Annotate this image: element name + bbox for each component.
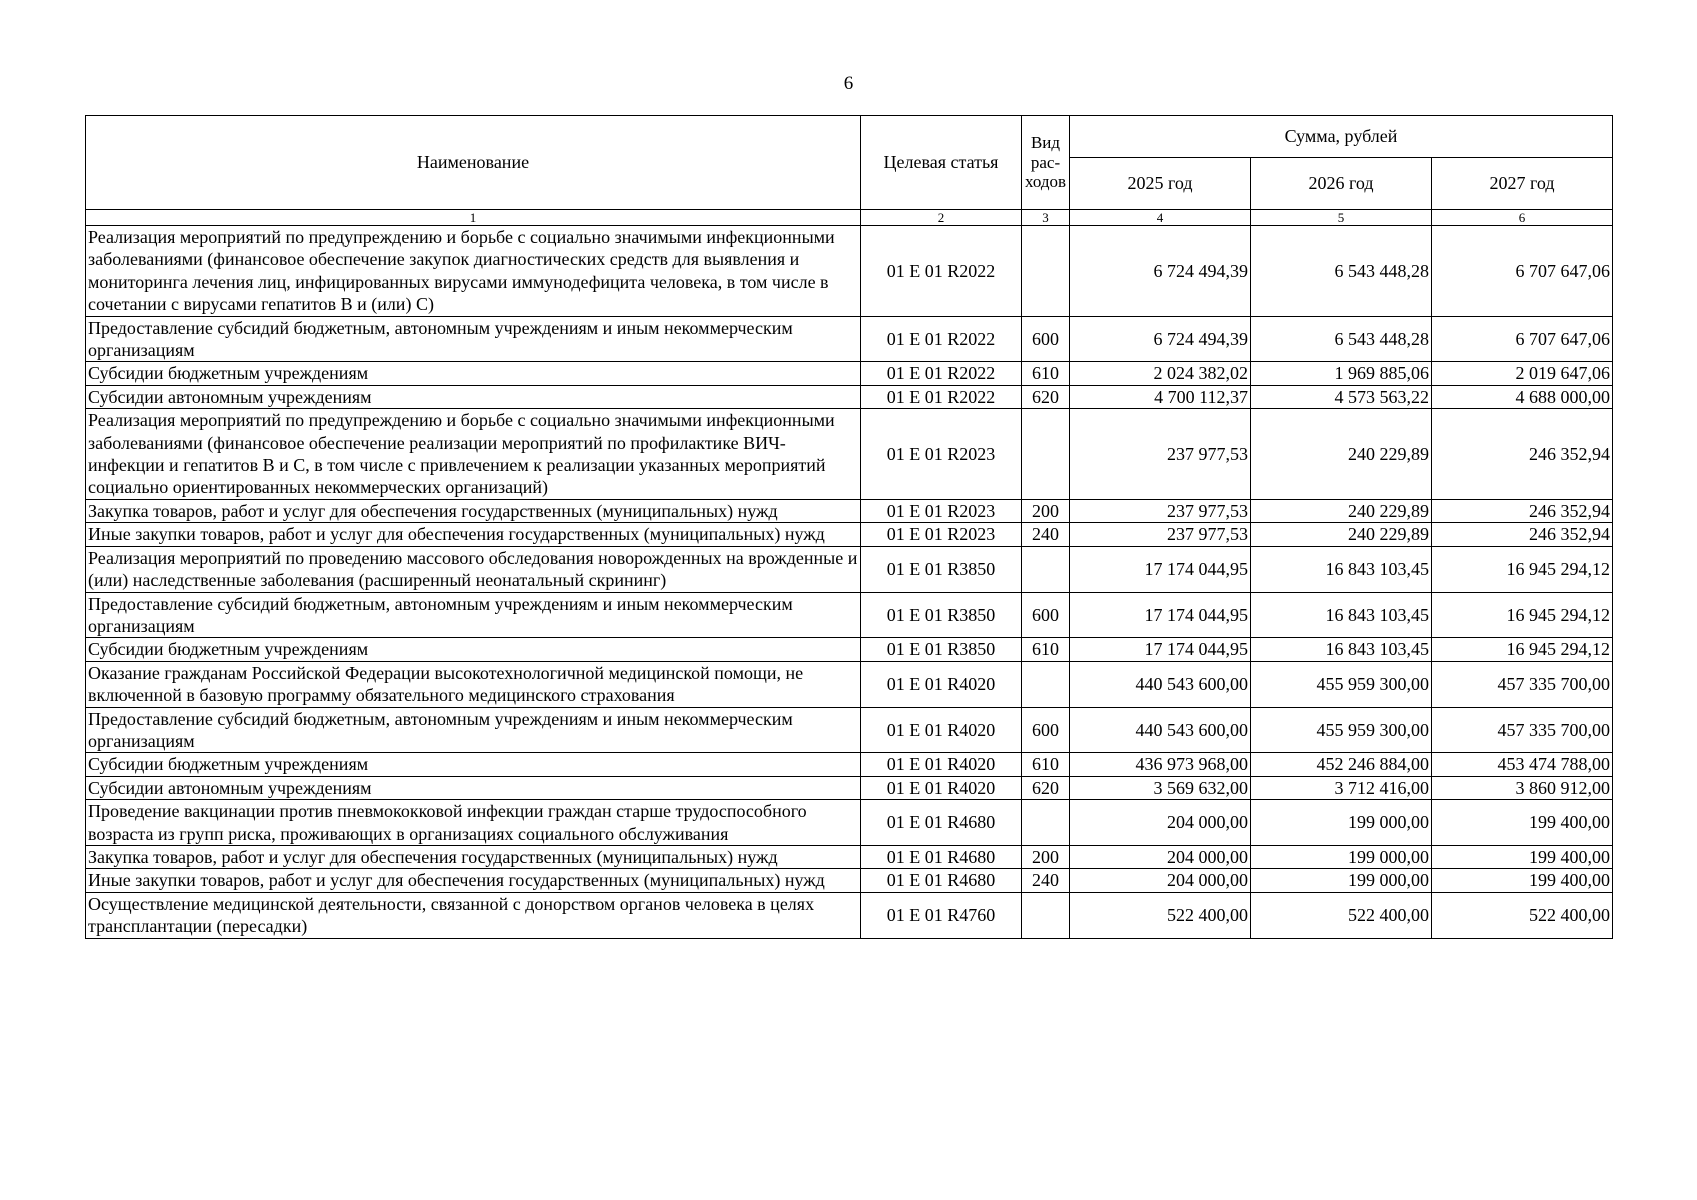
page-number: 6 <box>843 73 854 94</box>
row-amount-2026: 199 000,00 <box>1251 800 1432 846</box>
row-name: Реализация мероприятий по проведению массового обследования новорожденных на врожденные и (или) наследственные заболевания (расширенный неонатальный скрининг) <box>86 546 861 592</box>
column-number: 4 <box>1070 210 1251 226</box>
row-amount-2027: 199 400,00 <box>1432 800 1613 846</box>
row-amount-2025: 440 543 600,00 <box>1070 707 1251 753</box>
row-target-code: 01 Е 01 R2022 <box>861 362 1022 385</box>
row-amount-2025: 6 724 494,39 <box>1070 316 1251 362</box>
row-amount-2026: 455 959 300,00 <box>1251 661 1432 707</box>
row-target-code: 01 Е 01 R2023 <box>861 409 1022 500</box>
row-amount-2025: 17 174 044,95 <box>1070 638 1251 661</box>
header-code: Целевая статья <box>861 116 1022 210</box>
row-amount-2026: 16 843 103,45 <box>1251 546 1432 592</box>
row-amount-2026: 452 246 884,00 <box>1251 753 1432 776</box>
row-target-code: 01 Е 01 R3850 <box>861 592 1022 638</box>
row-amount-2025: 2 024 382,02 <box>1070 362 1251 385</box>
row-amount-2027: 16 945 294,12 <box>1432 638 1613 661</box>
row-expense-type: 240 <box>1022 523 1070 546</box>
row-target-code: 01 Е 01 R2022 <box>861 226 1022 317</box>
row-name: Субсидии бюджетным учреждениям <box>86 753 861 776</box>
table-row <box>86 776 1613 799</box>
row-expense-type: 620 <box>1022 385 1070 408</box>
row-target-code: 01 Е 01 R2022 <box>861 316 1022 362</box>
row-name: Субсидии автономным учреждениям <box>86 385 861 408</box>
table-row <box>86 869 1613 892</box>
row-amount-2027: 246 352,94 <box>1432 409 1613 500</box>
row-amount-2026: 4 573 563,22 <box>1251 385 1432 408</box>
row-expense-type: 620 <box>1022 776 1070 799</box>
row-amount-2027: 4 688 000,00 <box>1432 385 1613 408</box>
row-name: Закупка товаров, работ и услуг для обеспечения государственных (муниципальных) нужд <box>86 499 861 522</box>
table-row <box>86 661 1613 707</box>
row-amount-2025: 237 977,53 <box>1070 523 1251 546</box>
row-expense-type: 610 <box>1022 362 1070 385</box>
row-amount-2027: 199 400,00 <box>1432 845 1613 868</box>
table-row <box>86 316 1613 362</box>
table-row <box>86 707 1613 753</box>
row-target-code: 01 Е 01 R4760 <box>861 892 1022 938</box>
row-amount-2026: 199 000,00 <box>1251 869 1432 892</box>
row-target-code: 01 Е 01 R4680 <box>861 845 1022 868</box>
row-target-code: 01 Е 01 R4020 <box>861 661 1022 707</box>
row-amount-2027: 453 474 788,00 <box>1432 753 1613 776</box>
column-number: 2 <box>861 210 1022 226</box>
row-name: Реализация мероприятий по предупреждению и борьбе с социально значимыми инфекционными заболеваниями (финансовое обеспечение закупок диагностических средств для выявления и мониторинга лечения лиц, инфицированных вирусами иммунодефицита человека, в том числе в сочетании с вирусами гепатитов В и (или) С) <box>86 226 861 317</box>
row-amount-2027: 16 945 294,12 <box>1432 592 1613 638</box>
row-expense-type <box>1022 226 1070 317</box>
row-name: Проведение вакцинации против пневмококковой инфекции граждан старше трудоспособного возраста из групп риска, проживающих в организациях социального обслуживания <box>86 800 861 846</box>
column-number: 1 <box>86 210 861 226</box>
table-row <box>86 499 1613 522</box>
column-numbers-row <box>86 210 1613 226</box>
row-amount-2026: 455 959 300,00 <box>1251 707 1432 753</box>
table-row <box>86 226 1613 317</box>
row-amount-2025: 17 174 044,95 <box>1070 592 1251 638</box>
row-expense-type: 600 <box>1022 316 1070 362</box>
row-name: Предоставление субсидий бюджетным, автономным учреждениям и иным некоммерческим организациям <box>86 707 861 753</box>
row-amount-2027: 246 352,94 <box>1432 499 1613 522</box>
row-expense-type <box>1022 800 1070 846</box>
row-expense-type: 240 <box>1022 869 1070 892</box>
row-amount-2027: 3 860 912,00 <box>1432 776 1613 799</box>
row-expense-type: 610 <box>1022 753 1070 776</box>
row-amount-2025: 4 700 112,37 <box>1070 385 1251 408</box>
row-expense-type <box>1022 409 1070 500</box>
row-name: Реализация мероприятий по предупреждению и борьбе с социально значимыми инфекционными заболеваниями (финансовое обеспечение реализации мероприятий по профилактике ВИЧ-инфекции и гепатитов В и С, в том числе с привлечением к реализации указанных мероприятий социально ориентированных некоммерческих организаций) <box>86 409 861 500</box>
row-name: Закупка товаров, работ и услуг для обеспечения государственных (муниципальных) нужд <box>86 845 861 868</box>
row-amount-2027: 246 352,94 <box>1432 523 1613 546</box>
row-name: Предоставление субсидий бюджетным, автономным учреждениям и иным некоммерческим организациям <box>86 592 861 638</box>
row-name: Субсидии бюджетным учреждениям <box>86 362 861 385</box>
row-amount-2025: 6 724 494,39 <box>1070 226 1251 317</box>
row-amount-2025: 440 543 600,00 <box>1070 661 1251 707</box>
table-row <box>86 592 1613 638</box>
row-amount-2026: 6 543 448,28 <box>1251 316 1432 362</box>
row-amount-2025: 3 569 632,00 <box>1070 776 1251 799</box>
table-row <box>86 845 1613 868</box>
row-amount-2027: 457 335 700,00 <box>1432 661 1613 707</box>
row-amount-2026: 1 969 885,06 <box>1251 362 1432 385</box>
header-year-2026: 2026 год <box>1251 158 1432 210</box>
table-row <box>86 409 1613 500</box>
row-amount-2026: 240 229,89 <box>1251 409 1432 500</box>
column-number: 3 <box>1022 210 1070 226</box>
table-row <box>86 800 1613 846</box>
row-expense-type: 600 <box>1022 707 1070 753</box>
row-amount-2027: 522 400,00 <box>1432 892 1613 938</box>
row-expense-type: 600 <box>1022 592 1070 638</box>
row-target-code: 01 Е 01 R4020 <box>861 753 1022 776</box>
row-expense-type <box>1022 546 1070 592</box>
row-target-code: 01 Е 01 R4020 <box>861 707 1022 753</box>
header-kind: Вид рас-ходов <box>1022 116 1070 210</box>
table-row <box>86 638 1613 661</box>
row-target-code: 01 Е 01 R2023 <box>861 499 1022 522</box>
row-target-code: 01 Е 01 R4020 <box>861 776 1022 799</box>
row-amount-2025: 204 000,00 <box>1070 800 1251 846</box>
row-name: Субсидии бюджетным учреждениям <box>86 638 861 661</box>
row-amount-2025: 17 174 044,95 <box>1070 546 1251 592</box>
row-amount-2027: 6 707 647,06 <box>1432 226 1613 317</box>
row-name: Предоставление субсидий бюджетным, автономным учреждениям и иным некоммерческим организациям <box>86 316 861 362</box>
row-target-code: 01 Е 01 R2023 <box>861 523 1022 546</box>
row-amount-2026: 199 000,00 <box>1251 845 1432 868</box>
row-expense-type <box>1022 892 1070 938</box>
header-sum: Сумма, рублей <box>1070 116 1613 158</box>
row-target-code: 01 Е 01 R4680 <box>861 800 1022 846</box>
row-amount-2026: 16 843 103,45 <box>1251 638 1432 661</box>
row-name: Субсидии автономным учреждениям <box>86 776 861 799</box>
row-amount-2025: 204 000,00 <box>1070 869 1251 892</box>
table-row <box>86 892 1613 938</box>
row-amount-2027: 457 335 700,00 <box>1432 707 1613 753</box>
row-amount-2027: 6 707 647,06 <box>1432 316 1613 362</box>
row-amount-2025: 237 977,53 <box>1070 409 1251 500</box>
row-amount-2026: 522 400,00 <box>1251 892 1432 938</box>
row-amount-2026: 16 843 103,45 <box>1251 592 1432 638</box>
row-amount-2026: 6 543 448,28 <box>1251 226 1432 317</box>
row-expense-type: 610 <box>1022 638 1070 661</box>
row-target-code: 01 Е 01 R3850 <box>861 638 1022 661</box>
row-expense-type: 200 <box>1022 499 1070 522</box>
row-amount-2027: 199 400,00 <box>1432 869 1613 892</box>
column-number: 5 <box>1251 210 1432 226</box>
row-amount-2025: 522 400,00 <box>1070 892 1251 938</box>
row-name: Осуществление медицинской деятельности, связанной с донорством органов человека в целях трансплантации (пересадки) <box>86 892 861 938</box>
row-amount-2027: 16 945 294,12 <box>1432 546 1613 592</box>
table-row <box>86 753 1613 776</box>
row-amount-2027: 2 019 647,06 <box>1432 362 1613 385</box>
row-target-code: 01 Е 01 R3850 <box>861 546 1022 592</box>
table-row <box>86 385 1613 408</box>
row-name: Иные закупки товаров, работ и услуг для обеспечения государственных (муниципальных) нужд <box>86 523 861 546</box>
table-row <box>86 546 1613 592</box>
table-row <box>86 523 1613 546</box>
header-name: Наименование <box>86 116 861 210</box>
table-row <box>86 362 1613 385</box>
row-target-code: 01 Е 01 R4680 <box>861 869 1022 892</box>
row-expense-type <box>1022 661 1070 707</box>
row-amount-2026: 240 229,89 <box>1251 499 1432 522</box>
budget-table <box>85 115 1613 939</box>
row-amount-2025: 436 973 968,00 <box>1070 753 1251 776</box>
row-amount-2026: 240 229,89 <box>1251 523 1432 546</box>
table-body <box>86 226 1613 939</box>
row-expense-type: 200 <box>1022 845 1070 868</box>
row-name: Иные закупки товаров, работ и услуг для обеспечения государственных (муниципальных) нужд <box>86 869 861 892</box>
row-amount-2026: 3 712 416,00 <box>1251 776 1432 799</box>
row-amount-2025: 237 977,53 <box>1070 499 1251 522</box>
header-year-2027: 2027 год <box>1432 158 1613 210</box>
header-year-2025: 2025 год <box>1070 158 1251 210</box>
row-target-code: 01 Е 01 R2022 <box>861 385 1022 408</box>
row-amount-2025: 204 000,00 <box>1070 845 1251 868</box>
row-name: Оказание гражданам Российской Федерации высокотехнологичной медицинской помощи, не включенной в базовую программу обязательного медицинского страхования <box>86 661 861 707</box>
column-number: 6 <box>1432 210 1613 226</box>
